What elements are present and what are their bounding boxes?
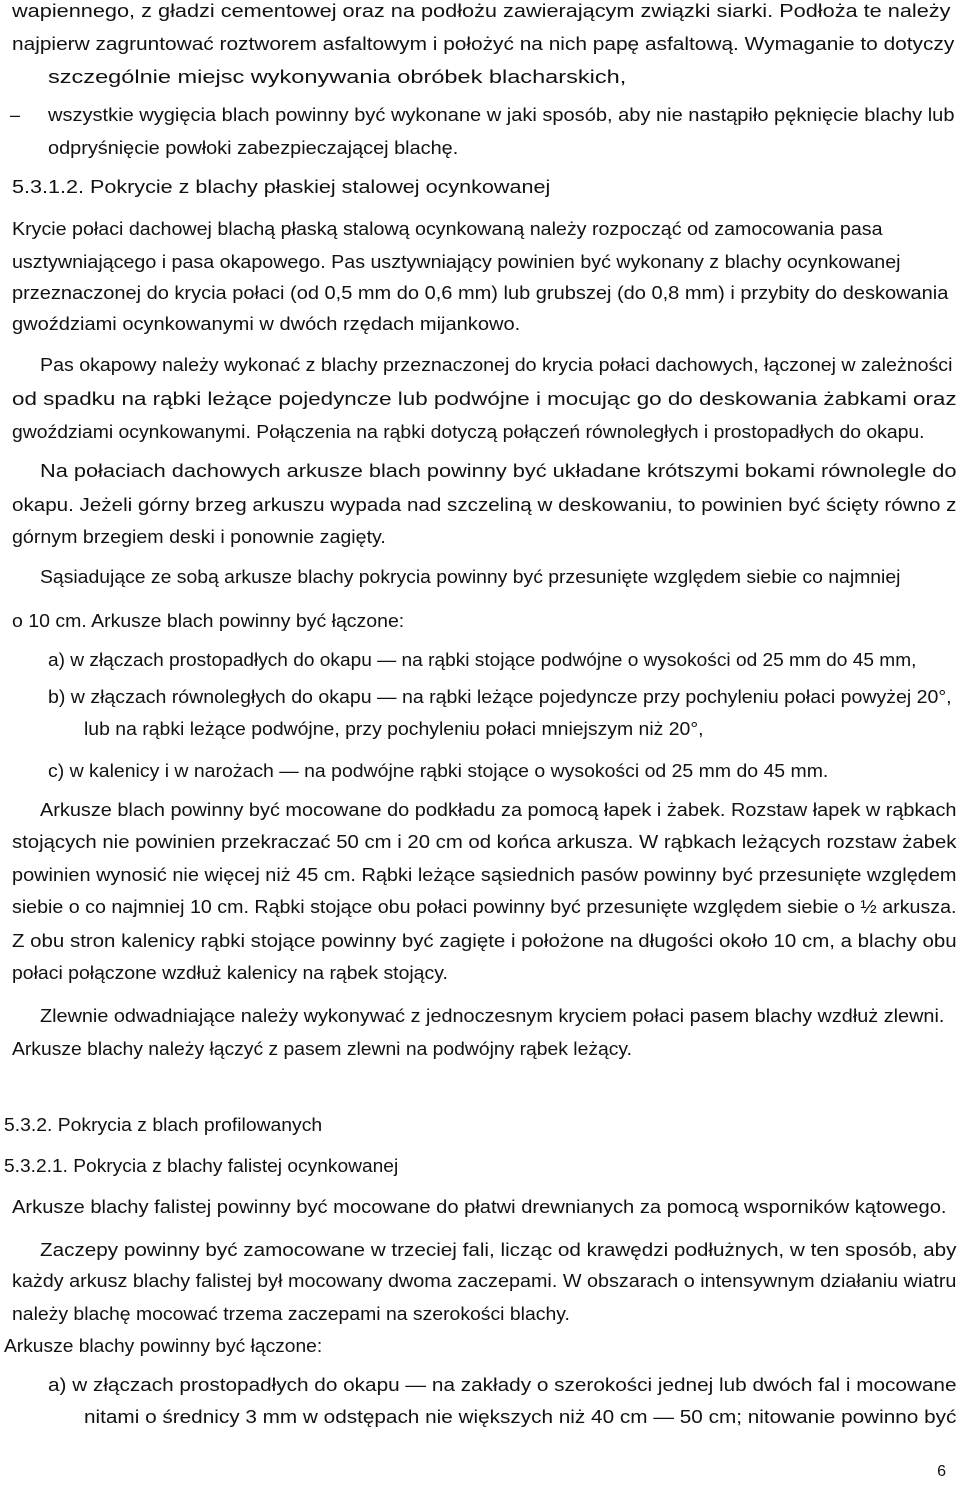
text-line: stojących nie powinien przekraczać 50 cm i 20 cm od końca arkusza. W rąbkach leżących rozstaw żabek (12, 832, 957, 852)
list-dash: – (10, 105, 21, 125)
text-line: gwoździami ocynkowanymi w dwóch rzędach mijankowo. (12, 314, 521, 334)
list-item: a) w złączach prostopadłych do okapu — na zakłady o szerokości jednej lub dwóch fal i mocowane (48, 1375, 957, 1395)
text-line: Arkusze blachy falistej powinny być mocowane do płatwi drewnianych za pomocą wsporników kątowego. (12, 1197, 947, 1217)
text-line: wszystkie wygięcia blach powinny być wykonane w jaki sposób, aby nie nastąpiło pęknięcie blachy lub (48, 105, 955, 125)
list-item-continuation: lub na rąbki leżące podwójne, przy pochyleniu połaci mniejszym niż 20°, (84, 719, 704, 739)
list-item: b) w złączach równoległych do okapu — na rąbki leżące pojedyncze przy pochyleniu połaci powyżej 20°, (48, 687, 952, 707)
text-line: Pas okapowy należy wykonać z blachy przeznaczonej do krycia połaci dachowych, łączonej w zależności (40, 355, 953, 375)
list-item-continuation: nitami o średnicy 3 mm w odstępach nie większych niż 40 cm — 50 cm; nitowanie powinno być (84, 1407, 957, 1427)
text-line: okapu. Jeżeli górny brzeg arkuszu wypada nad szczeliną w deskowaniu, to powinien być ścięty równo z (12, 495, 957, 515)
text-line: gwoździami ocynkowanymi. Połączenia na rąbki dotyczą połączeń równoległych i prostopadłych do okapu. (12, 422, 925, 442)
text-line: o 10 cm. Arkusze blach powinny być łączone: (12, 611, 405, 631)
text-line: należy blachę mocować trzema zaczepami na szerokości blachy. (12, 1304, 570, 1324)
text-line: szczególnie miejsc wykonywania obróbek blacharskich, (48, 67, 627, 87)
text-line: Arkusze blach powinny być mocowane do podkładu za pomocą łapek i żabek. Rozstaw łapek w rąbkach (40, 800, 957, 820)
text-line: odpryśnięcie powłoki zabezpieczającej blachę. (48, 138, 459, 158)
section-heading: 5.3.2.1. Pokrycia z blachy falistej ocynkowanej (4, 1156, 399, 1176)
text-line: przeznaczonej do krycia połaci (od 0,5 mm do 0,6 mm) lub grubszej (do 0,8 mm) i przybity do deskowania (12, 283, 949, 303)
text-line: Zaczepy powinny być zamocowane w trzeciej fali, licząc od krawędzi podłużnych, w ten sposób, aby (40, 1240, 957, 1260)
text-line: najpierw zagruntować roztworem asfaltowym i położyć na nich papę asfaltową. Wymaganie to dotyczy (12, 34, 955, 54)
list-item: a) w złączach prostopadłych do okapu — na rąbki stojące podwójne o wysokości od 25 mm do 45 mm, (48, 650, 917, 670)
text-line: górnym brzegiem deski i ponownie zagięty. (12, 527, 386, 547)
page-number: 6 (937, 1463, 946, 1480)
text-line: Sąsiadujące ze sobą arkusze blachy pokrycia powinny być przesunięte względem siebie co najmniej (40, 567, 901, 587)
section-heading: 5.3.1.2. Pokrycie z blachy płaskiej stalowej ocynkowanej (12, 177, 551, 197)
list-item: c) w kalenicy i w narożach — na podwójne rąbki stojące o wysokości od 25 mm do 45 mm. (48, 761, 829, 781)
text-line: od spadku na rąbki leżące pojedyncze lub podwójne i mocując go do deskowania żabkami oraz (12, 389, 957, 409)
text-line: Z obu stron kalenicy rąbki stojące powinny być zagięte i położone na długości około 10 cm, a blachy obu (12, 931, 957, 951)
text-line: powinien wynosić nie więcej niż 45 cm. Rąbki leżące sąsiednich pasów powinny być przesunięte względem (12, 865, 957, 885)
text-line: Zlewnie odwadniające należy wykonywać z jednoczesnym kryciem połaci pasem blachy wzdłuż zlewni. (40, 1006, 945, 1026)
text-line: każdy arkusz blachy falistej był mocowany dwoma zaczepami. W obszarach o intensywnym działaniu wiatru (12, 1271, 957, 1291)
section-heading: 5.3.2. Pokrycia z blach profilowanych (4, 1115, 323, 1135)
text-line: Arkusze blachy należy łączyć z pasem zlewni na podwójny rąbek leżący. (12, 1039, 632, 1059)
text-line: siebie o co najmniej 10 cm. Rąbki stojące obu połaci powinny być przesunięte względem siebie o ½ arkusza. (12, 897, 957, 917)
text-line: połaci połączone wzdłuż kalenicy na rąbek stojący. (12, 963, 448, 983)
text-line: Krycie połaci dachowej blachą płaską stalową ocynkowaną należy rozpocząć od zamocowania pasa (12, 219, 883, 239)
text-line: Arkusze blachy powinny być łączone: (4, 1336, 323, 1356)
text-line: wapiennego, z gładzi cementowej oraz na podłożu zawierającym związki siarki. Podłoża te należy (12, 1, 951, 21)
text-line: usztywniającego i pasa okapowego. Pas usztywniający powinien być wykonany z blachy ocynkowanej (12, 252, 901, 272)
text-line: Na połaciach dachowych arkusze blach powinny być układane krótszymi bokami równolegle do (40, 461, 957, 481)
